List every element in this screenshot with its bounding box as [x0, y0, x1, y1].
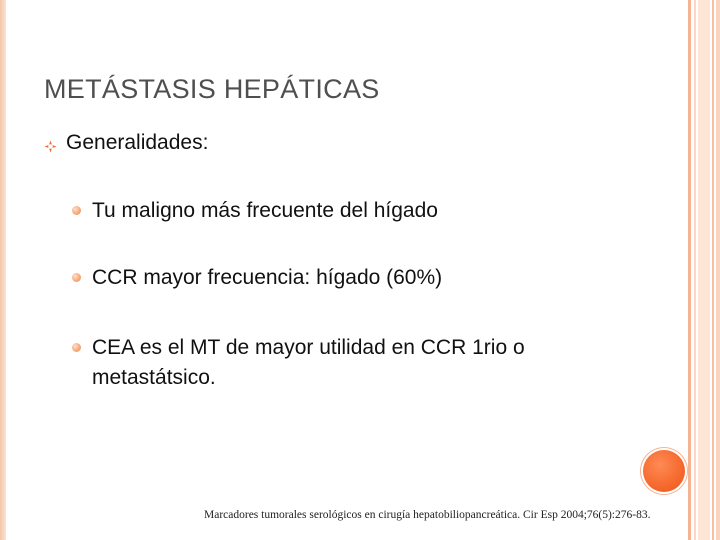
- sub-bullet-1-text: Tu maligno más frecuente del hígado: [92, 199, 438, 222]
- round-bullet-icon: [72, 343, 81, 352]
- slide-title: METÁSTASIS HEPÁTICAS: [44, 74, 380, 104]
- round-bullet-icon: [72, 206, 81, 215]
- round-bullet-icon: [72, 273, 81, 282]
- citation: Marcadores tumorales serológicos en cirugía hepatobiliopancreática. Cir Esp 2004;76(5):276-83.: [204, 509, 651, 521]
- right-frame-decoration: [688, 0, 720, 540]
- left-edge-decoration: [0, 0, 6, 540]
- orange-circle-decoration: [643, 450, 685, 492]
- sub-bullet-2-text: CCR mayor frecuencia: hígado (60%): [92, 266, 443, 289]
- main-bullet-text: Generalidades:: [66, 131, 209, 154]
- flower-bullet-icon: [44, 140, 57, 153]
- sub-bullet-3-text: CEA es el MT de mayor utilidad en CCR 1rio o metastátsico.: [92, 336, 525, 389]
